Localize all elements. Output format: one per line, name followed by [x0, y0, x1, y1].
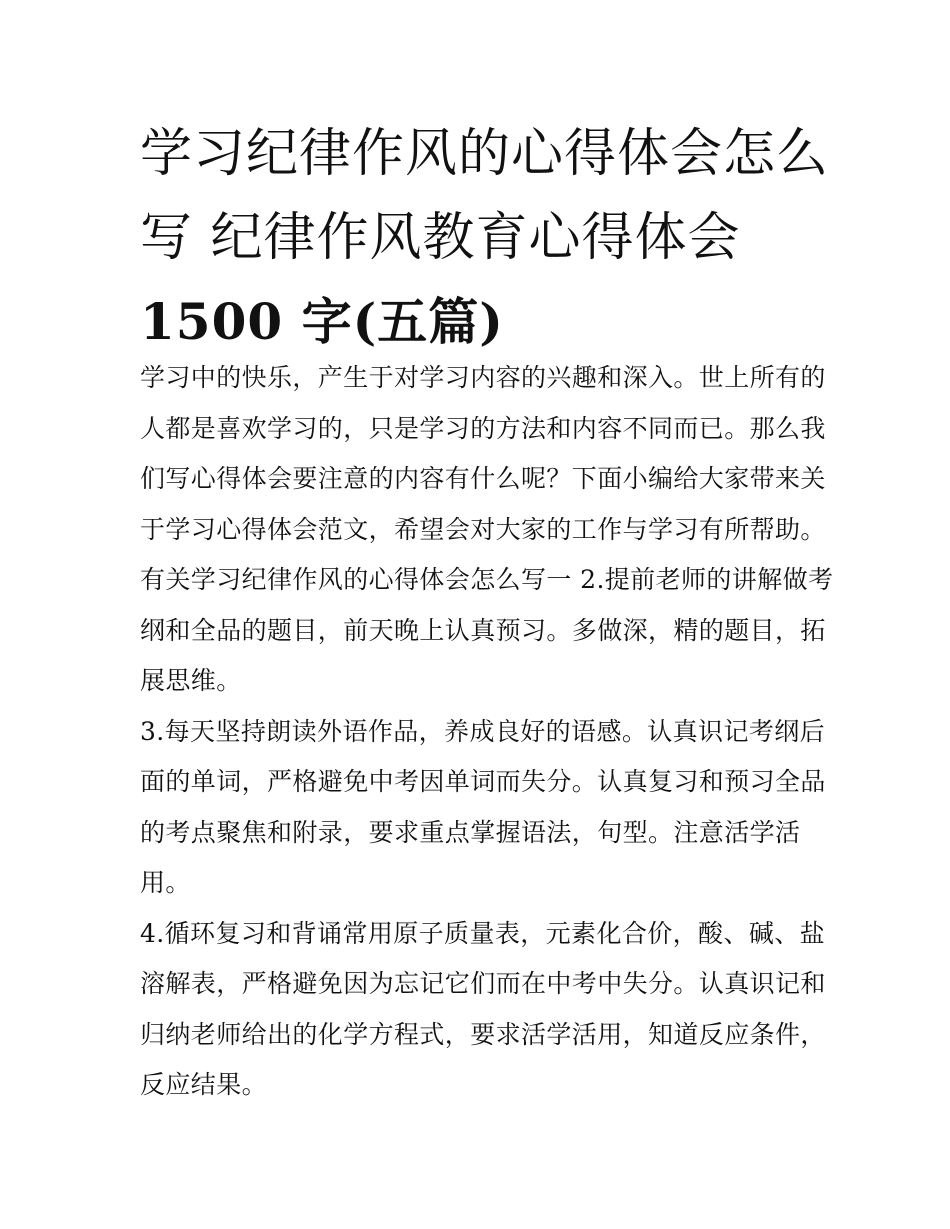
body-line: 纲和全品的题目，前天晚上认真预习。多做深，精的题目，拓: [140, 615, 826, 645]
body-line: 们写心得体会要注意的内容有什么呢？下面小编给大家带来关: [140, 464, 826, 493]
document-body: [140, 353, 834, 1111]
title-line-2: 写 纪律作风教育心得体会: [140, 208, 741, 268]
document-title: [140, 112, 830, 364]
body-line: 3.每天坚持朗读外语作品，养成良好的语感。认真识记考纲后: [140, 716, 826, 746]
body-line: 4.循环复习和背诵常用原子质量表，元素化合价，酸、碱、盐: [140, 918, 826, 948]
body-line: 于学习心得体会范文，希望会对大家的工作与学习有所帮助。: [140, 514, 826, 544]
title-line-3: 1500 字(五篇): [140, 292, 504, 351]
title-line-1: 学习纪律作风的心得体会怎么: [140, 124, 830, 184]
body-line: 人都是喜欢学习的，只是学习的方法和内容不同而已。那么我: [140, 413, 826, 443]
body-line: 有关学习纪律作风的心得体会怎么写一 2.提前老师的讲解做考: [140, 565, 834, 594]
body-line: 用。: [140, 868, 191, 897]
body-line: 面的单词，严格避免中考因单词而失分。认真复习和预习全品: [140, 767, 826, 796]
body-line: 学习中的快乐，产生于对学习内容的兴趣和深入。世上所有的: [140, 363, 826, 392]
body-line: 展思维。: [140, 666, 242, 695]
body-line: 的考点聚焦和附录，要求重点掌握语法，句型。注意活学活: [140, 817, 801, 847]
body-line: 归纳老师给出的化学方程式，要求活学活用，知道反应条件，: [140, 1019, 826, 1049]
body-line: 溶解表，严格避免因为忘记它们而在中考中失分。认真识记和: [140, 969, 826, 998]
body-line: 反应结果。: [140, 1070, 268, 1099]
